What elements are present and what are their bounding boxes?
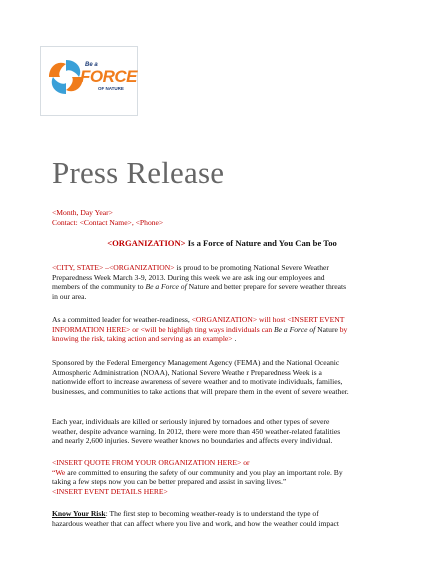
event-text-h: . — [232, 334, 237, 344]
quote-line-2: are committed to ensuring the safety of our community and you play an important role. By — [65, 467, 343, 477]
logo-force-text: FORCE — [80, 67, 137, 86]
quote-placeholder: <INSERT QUOTE FROM YOUR ORGANIZATION HERE> or — [52, 458, 250, 467]
event-text-a: As a committed leader for weather-readiness, — [52, 315, 192, 324]
risk-line-1: The first step to becoming weather-ready is to understand the type of — [107, 509, 319, 518]
headline-org: <ORGANIZATION> — [107, 238, 186, 248]
event-text-d: Be a Force of — [272, 324, 316, 334]
event-text-e: Nature — [315, 324, 340, 334]
event-placeholder-g: knowing the risk, taking action and serving as an example> — [52, 334, 233, 344]
stats-line-2: weather, despite advance warning. In 2012, there were more than 450 weather-related fatalities — [52, 426, 341, 436]
logo-be-a-text: Be a — [85, 62, 98, 68]
paragraph-know-your-risk — [52, 509, 339, 528]
stats-line-1: Each year, individuals are killed or seriously injured by tornadoes and other types of severe — [52, 417, 330, 426]
event-details-placeholder: <INSERT EVENT DETAILS HERE> — [52, 486, 168, 496]
headline-text: Is a Force of Nature and You Can be Too — [185, 238, 337, 248]
know-your-risk-colon: : — [105, 509, 108, 518]
date-placeholder: <Month, Day Year> — [52, 208, 113, 217]
paragraph-sponsor — [52, 358, 386, 396]
sponsor-line-2: Atmospheric Administration (NOAA), National Severe Weathe r Preparedness Week is a — [52, 367, 322, 377]
intro-text-3a: members of the community to — [52, 282, 146, 292]
quote-line-3: taking a few steps now you can be better prepared and assist in saving lives.” — [52, 477, 287, 487]
event-text-f: by — [339, 324, 348, 334]
sponsor-line-1: Sponsored by the Federal Emergency Management Agency (FEMA) and the National Oceanic — [52, 358, 340, 367]
paragraph-quote — [52, 458, 343, 496]
stats-line-3: and nearly 2,600 injuries. Severe weather knows no boundaries and affects every individual. — [52, 436, 333, 446]
event-placeholder-c: INFORMATION HERE> or <will be highligh ting ways individuals can — [52, 324, 273, 334]
paragraph-event — [52, 315, 347, 344]
contact-line: Contact: <Contact Name>, <Phone> — [52, 217, 164, 227]
be-a-force-of-nature-logo — [40, 46, 138, 116]
quote-open: “We — [52, 467, 66, 477]
sponsor-line-3: nationwide effort to increase awareness of severe weather and to motivate individuals, families, — [52, 377, 343, 387]
city-state-org: <CITY, STATE> –<ORGANIZATION> — [52, 263, 175, 272]
headline — [52, 238, 392, 248]
sponsor-line-4: businesses, and communities to take actions that will prepare them in the event of severe weather. — [52, 386, 349, 396]
intro-text-3c: Nature and better prepare for severe weather threats — [186, 282, 347, 292]
logo-of-nature-text: OF NATURE — [98, 86, 124, 91]
paragraph-statistics — [52, 417, 340, 446]
paragraph-intro — [52, 263, 346, 301]
page-title: Press Release — [52, 155, 225, 190]
risk-line-2: hazardous weather that can affect where you live and work, and how the weather could impact — [52, 518, 340, 528]
intro-text-4: in our area. — [52, 291, 87, 301]
intro-text-1: is proud to be promoting National Severe Weather — [174, 263, 329, 272]
know-your-risk-label: Know Your Risk — [52, 509, 106, 518]
intro-text-3b: Be a Force of — [145, 282, 187, 292]
header-block — [52, 208, 163, 227]
intro-text-2: Preparedness Week March 3-9, 2013. During this week we are ask ing our employees and — [52, 272, 325, 282]
event-placeholder-b: <ORGANIZATION> will host <INSERT EVENT — [191, 315, 345, 324]
